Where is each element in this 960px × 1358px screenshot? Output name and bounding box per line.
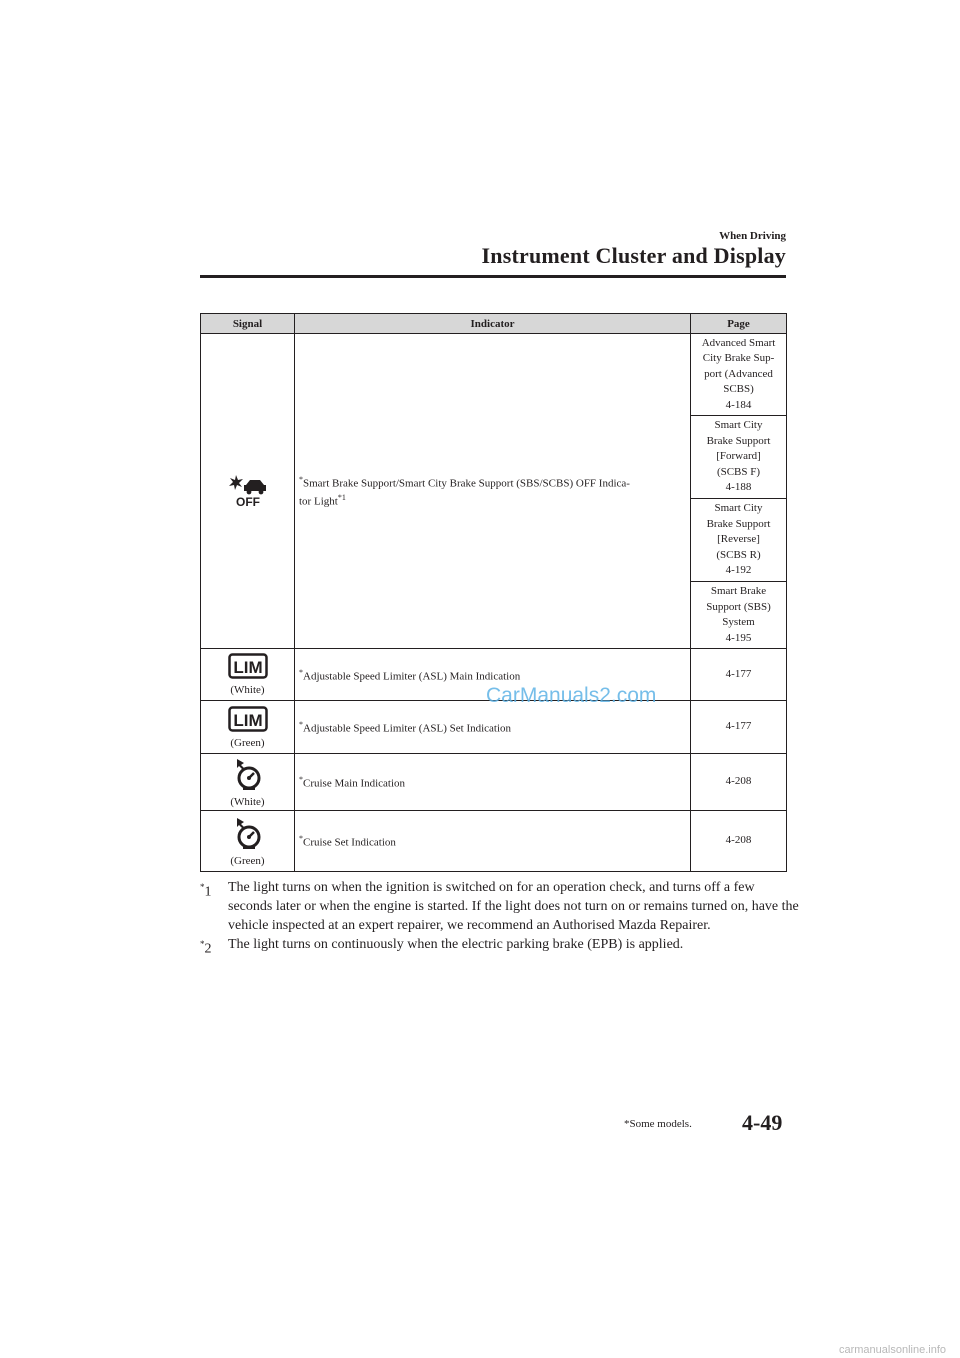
signal-caption: (Green) [230,854,265,867]
indicator-table [200,313,787,872]
footnote: *2 The light turns on continuously when the electric parking brake (EPB) is applied. [200,937,684,957]
site-watermark: carmanualsonline.info [838,1344,946,1356]
signal-caption: (White) [230,795,265,808]
table-row [201,701,787,754]
indicator-cell: *Cruise Main Indication [295,754,691,811]
column-header-signal: Signal [201,314,295,334]
page-cell: 4-177 [691,649,787,701]
table-row [201,754,787,811]
table-header-row [201,314,787,334]
signal-caption: (Green) [230,736,265,749]
some-models-note: *Some models. [624,1118,692,1130]
signal-cell [201,811,295,872]
header-rule [200,275,786,278]
page-cell: Smart City Brake Support [Forward] (SCBS F) 4-188 [691,416,787,499]
indicator-cell: *Cruise Set Indication [295,811,691,872]
section-label: When Driving [719,230,786,242]
lim-icon [228,653,268,682]
footnote-text: The light turns on continuously when the electric parking brake (EPB) is applied. [228,937,684,952]
signal-cell [201,701,295,754]
footnote: *1 The light turns on when the ignition is switched on for an operation check, and turns off a few seconds later or when the engine is started. If the light does not turn on or remains turned on, have the vehicle inspected at an expert repairer, we recommend an Authorised Mazda Repairer. [200,880,799,933]
footnote-mark: *1 [337,493,346,502]
page-cell: 4-208 [691,811,787,872]
table-row [201,334,787,416]
page-cell: Advanced Smart City Brake Sup- port (Advanced SCBS) 4-184 [691,334,787,416]
indicator-cell: *Adjustable Speed Limiter (ASL) Main Indication [295,649,691,701]
signal-cell [201,649,295,701]
signal-cell [201,334,295,649]
indicator-cell: *Adjustable Speed Limiter (ASL) Set Indication [295,701,691,754]
cruise-icon [233,816,263,853]
page-cell: 4-208 [691,754,787,811]
footnote-text: The light turns on when the ignition is switched on for an operation check, and turns off a few seconds later or when the engine is started. If the light does not turn on or remains turned on, have the vehicle inspected at an expert repairer, we recommend an Authorised Mazda Repairer. [228,880,799,933]
sbs-off-icon [226,471,270,512]
page-cell: Smart City Brake Support [Reverse] (SCBS R) 4-192 [691,499,787,582]
lim-icon [228,706,268,735]
indicator-cell: *Smart Brake Support/Smart City Brake Support (SBS/SCBS) OFF Indica- tor Light$^{*1}$ [295,334,691,649]
svg-text:LIM: LIM [232,658,263,677]
svg-text:LIM: LIM [232,710,263,730]
watermark: CarManuals2.com [486,684,657,707]
table-row [201,811,787,872]
signal-cell [201,754,295,811]
indicator-text: tor Light [299,495,338,508]
svg-text:OFF: OFF [235,494,260,509]
page-title: Instrument Cluster and Display [481,243,786,268]
column-header-indicator: Indicator [295,314,691,334]
page-cell: 4-177 [691,701,787,754]
indicator-text: Smart Brake Support/Smart City Brake Support (SBS/SCBS) OFF Indica- [303,478,630,490]
cruise-icon [233,757,263,794]
page-cell: Smart Brake Support (SBS) System 4-195 [691,582,787,649]
footnotes [200,878,800,957]
column-header-page: Page [691,314,787,334]
page-number: 4-49 [742,1110,783,1135]
signal-caption: (White) [230,684,265,696]
